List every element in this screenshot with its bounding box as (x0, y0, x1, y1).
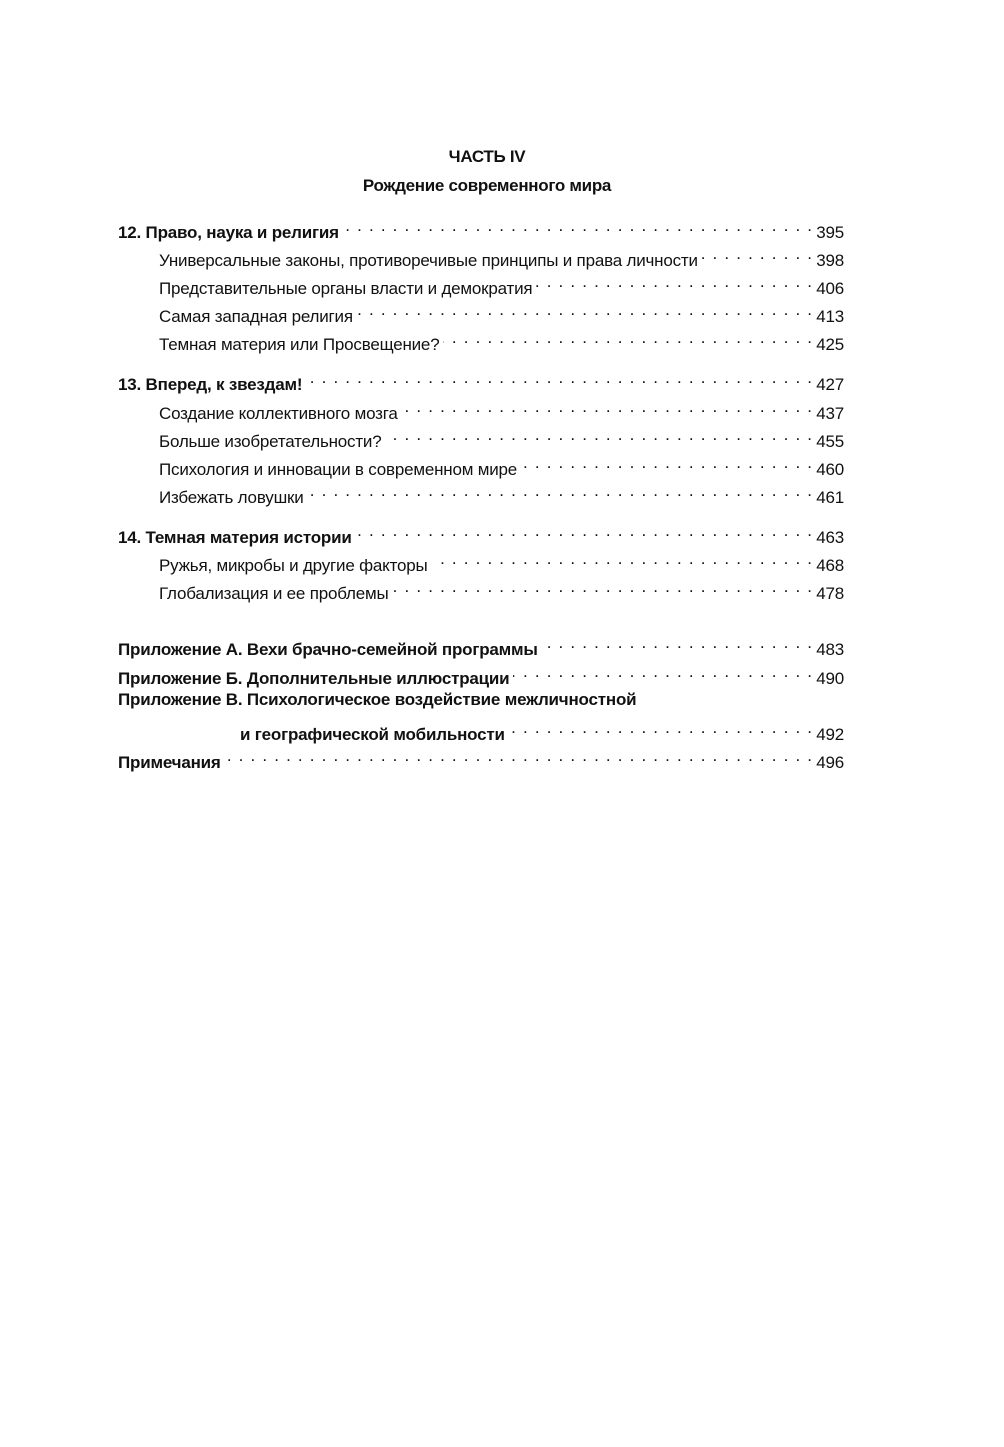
toc-entry-section[interactable] (159, 423, 844, 451)
toc-entry-title: Больше изобретательности? (159, 432, 382, 451)
toc-page-number: 455 (816, 432, 844, 451)
toc-page-number: 413 (816, 307, 844, 326)
leader-dots (392, 575, 813, 599)
toc-entry-title: Приложение В. Психологическое воздействие межличностной (118, 690, 637, 709)
toc-page-number: 483 (816, 640, 844, 659)
toc-page-number: 463 (816, 528, 844, 547)
toc-entry-title: 13. Вперед, к звездам! (118, 375, 303, 394)
toc-entry-title: и географической мобильности (240, 725, 505, 744)
part-title: Рождение современного мира (362, 176, 612, 195)
toc-entry-chapter-14[interactable] (118, 519, 844, 547)
toc-entry-section[interactable] (159, 575, 844, 603)
toc-page-number: 460 (816, 460, 844, 479)
toc-entry-section[interactable] (159, 298, 844, 326)
toc-page-number: 478 (816, 584, 844, 603)
toc-page-number: 406 (816, 279, 844, 298)
toc-entry-title: Самая западная религия (159, 307, 353, 326)
toc-page-number: 490 (816, 669, 844, 688)
toc-entry-section[interactable] (159, 242, 844, 270)
toc-page-number: 496 (816, 753, 844, 772)
toc-page-number: 425 (816, 335, 844, 354)
leader-dots (536, 270, 813, 294)
toc-entry-title: Ружья, микробы и другие факторы (159, 556, 428, 575)
leader-dots (308, 479, 814, 503)
toc-page-number: 492 (816, 725, 844, 744)
toc-page-number: 468 (816, 556, 844, 575)
toc-entry-appendix-b[interactable] (118, 660, 844, 688)
leader-dots (402, 395, 814, 419)
leader-dots (432, 547, 814, 571)
leader-dots (443, 326, 813, 350)
leader-dots (385, 423, 813, 447)
toc-entry-section[interactable] (159, 451, 844, 479)
leader-dots (306, 366, 813, 390)
toc-entry-title: Приложение Б. Дополнительные иллюстрации (118, 669, 510, 688)
toc-entry-title: Темная материя или Просвещение? (159, 335, 440, 354)
toc-entry-title: Психология и инновации в современном мире (159, 460, 518, 479)
toc-entry-appendix-c[interactable] (240, 716, 844, 744)
toc-entry-section[interactable] (159, 547, 844, 575)
toc-entry-section[interactable] (159, 479, 844, 507)
toc-page-number: 395 (816, 223, 844, 242)
leader-dots (356, 519, 814, 543)
toc-entry-title: Создание коллективного мозга (159, 404, 398, 423)
toc-entry-appendix-c-line1[interactable] (118, 688, 844, 712)
toc-entry-appendix-a[interactable] (118, 631, 844, 659)
toc-entry-title: Глобализация и ее проблемы (159, 584, 389, 603)
part-label: ЧАСТЬ IV (448, 147, 526, 166)
leader-dots (343, 214, 813, 238)
toc-entry-chapter-12[interactable] (118, 214, 844, 242)
toc-entry-notes[interactable] (118, 744, 844, 772)
toc-entry-chapter-13[interactable] (118, 366, 844, 394)
leader-dots (521, 451, 813, 475)
toc-page-number: 461 (816, 488, 844, 507)
toc-entry-section[interactable] (159, 270, 844, 298)
toc-entry-title: Избежать ловушки (159, 488, 304, 507)
toc-entry-section[interactable] (159, 326, 844, 354)
toc-page-number: 437 (816, 404, 844, 423)
leader-dots (513, 660, 813, 684)
toc-entry-title: Представительные органы власти и демократия (159, 279, 533, 298)
toc-entry-title: 14. Темная материя истории (118, 528, 352, 547)
leader-dots (225, 744, 814, 768)
toc-entry-title: Приложение А. Вехи брачно-семейной программы (118, 640, 538, 659)
leader-dots (357, 298, 813, 322)
toc-page-number: 427 (816, 375, 844, 394)
leader-dots (542, 631, 813, 655)
toc-entry-section[interactable] (159, 395, 844, 423)
toc-entry-title: Примечания (118, 753, 221, 772)
leader-dots (702, 242, 813, 266)
leader-dots (509, 716, 814, 740)
toc-entry-title: 12. Право, наука и религия (118, 223, 339, 242)
toc-page-number: 398 (816, 251, 844, 270)
toc-entry-title: Универсальные законы, противоречивые принципы и права личности (159, 251, 698, 270)
